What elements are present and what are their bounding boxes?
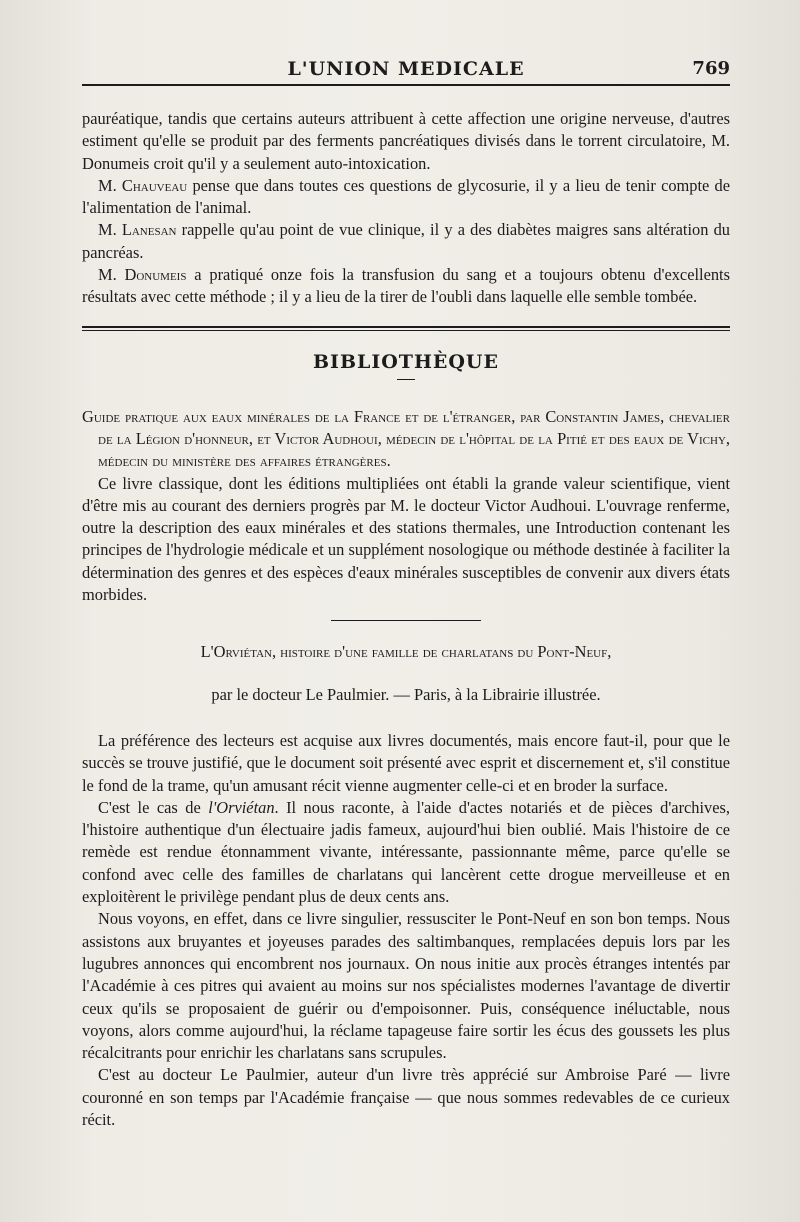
section-heading: BIBLIOTHÈQUE — [313, 350, 499, 373]
section-divider — [82, 326, 730, 331]
heading-rule — [397, 379, 415, 380]
journal-title: L'UNION MEDICALE — [287, 58, 525, 80]
page-number: 769 — [692, 58, 730, 79]
society-report — [82, 108, 730, 309]
running-header — [82, 44, 730, 86]
review-divider — [331, 620, 481, 621]
paragraph: M. Donumeis a pratiqué onze fois la transfusion du sang et a toujours obtenu d'excellents résultats avec cette méthode ; il y a lieu de la tirer de l'oubli dans laquelle elle semble tombée. — [82, 265, 730, 307]
book-citation: Guide pratique aux eaux minérales de la France et de l'étranger, par Constantin James, chevalier de la Légion d'honneur, et Victor Audhoui, médecin de l'hôpital de la Pitié et des eaux de Vichy, médecin du ministère des affaires étrangères. — [82, 406, 730, 471]
book-author-line: par le docteur Le Paulmier. — Paris, à la Librairie illustrée. — [211, 684, 601, 704]
review-text: Ce livre classique, dont les éditions multipliées ont établi la grande valeur scientifique, vient d'être mis au courant des derniers progrès par M. le docteur Victor Audhoui. L'ouvrage renferme, outre la description des eaux minérales et des stations thermales, une Introduction contenant les principes de l'hydrologie médicale et un supplément nosologique ou méthode destinée à faciliter la détermination des genres et des espèces d'eaux minérales susceptibles de convenir aux divers états morbides. — [82, 473, 730, 605]
paragraph: pauréatique, tandis que certains auteurs attribuent à cette affection une origine nerveuse, d'autres estiment qu'elle se produit par des ferments pancréatiques divisés dans le torrent circulatoire, M. Donumeis croit qu'il y a seulement auto-intoxication. — [82, 109, 730, 173]
review-paragraph: Nous voyons, en effet, dans ce livre singulier, ressusciter le Pont-Neuf en son bon temps. Nous assistons aux bruyantes et joyeuses parades des saltimbanques, remplacées depuis lors par les lugubres annonces qui encombrent nos journaux. On nous initie aux procès étranges intentés par l'Académie à ces pitres qui avaient au moins sur nos spécialistes modernes l'avantage de divertir ceux qu'ils se proposaient de guérir ou d'empoisonner. Puis, conséquence inéluctable, nous voyons, alors comme aujourd'hui, la réclame tapageuse faire sortir les écus des goussets les plus récalcitrants pour enrichir les charlatans sans scrupules. — [82, 909, 730, 1063]
review-orvietan — [82, 641, 730, 1131]
paragraph: M. Lanesan rappelle qu'au point de vue clinique, il y a des diabètes maigres sans altération du pancréas. — [82, 220, 730, 262]
paragraph: M. Chauveau pense que dans toutes ces questions de glycosurie, il y a lieu de tenir compte de l'alimentation de l'animal. — [82, 175, 731, 218]
review-paragraph: C'est au docteur Le Paulmier, auteur d'un livre très apprécié sur Ambroise Paré — livre couronné en son temps par l'Académie française — que nous sommes redevables de ce curieux récit. — [82, 1065, 730, 1129]
book-title-italic: l'Orviétan — [208, 797, 275, 817]
review-guide-eaux-minerales — [82, 406, 730, 607]
speaker-name: M. Donumeis — [98, 265, 187, 285]
review-paragraph: C'est le cas de l'Orviétan. Il nous raconte, à l'aide d'actes notariés et de pièces d'archives, l'histoire authentique d'un électuaire jadis fameux, aujourd'hui bien oublié. Mais l'histoire de ce remède est rendue étonnamment vivante, intéressante, passionnante même, parce qu'elle se confond avec celle des familles de charlatans qui lancèrent cette drogue merveilleuse et en exploitèrent le privilège pendant plus de deux cents ans. — [82, 797, 730, 907]
speaker-name: M. Lanesan — [98, 220, 177, 240]
speaker-name: M. Chauveau — [98, 175, 188, 195]
book-title-line: L'Orviétan, histoire d'une famille de charlatans du Pont-Neuf, — [200, 642, 612, 662]
review-paragraph: La préférence des lecteurs est acquise aux livres documentés, mais encore faut-il, pour que le succès se trouve justifié, que le document soit présenté avec esprit et discernement et, s'il constitue le fond de la trame, qu'un amusant récit vienne augmenter celle-ci et en broder la surface. — [82, 730, 730, 795]
